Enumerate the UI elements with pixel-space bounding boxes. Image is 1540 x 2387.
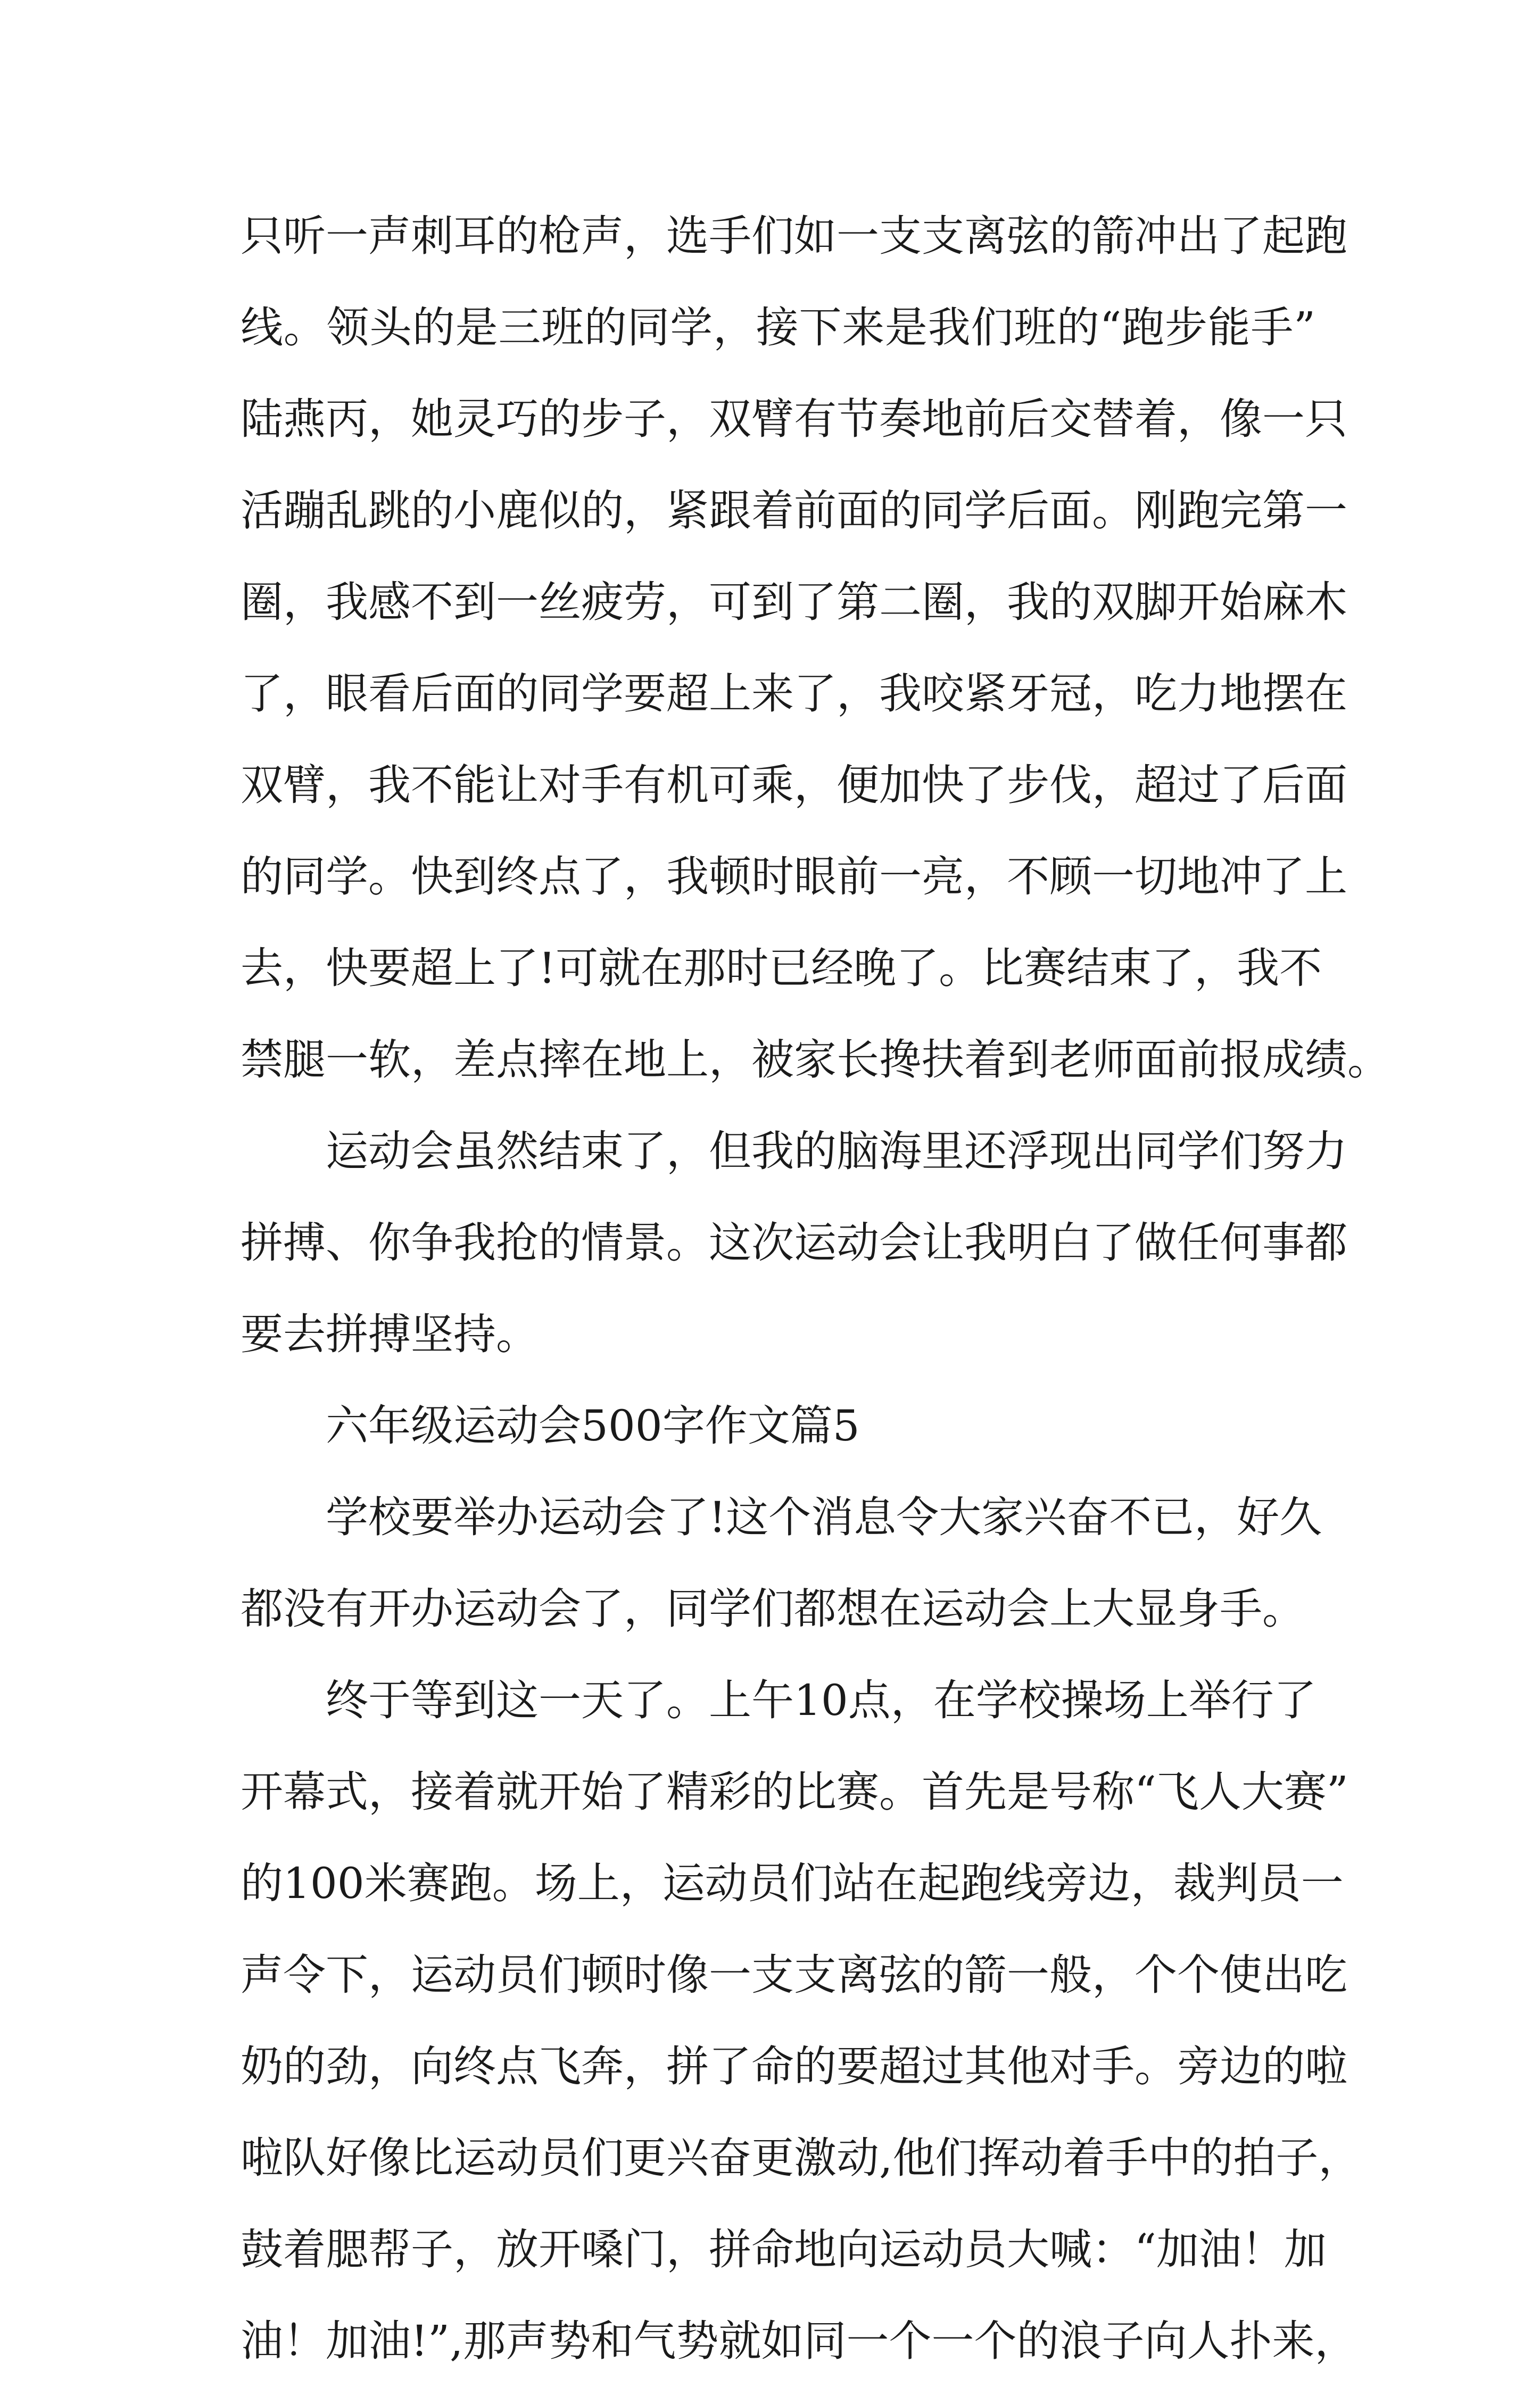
text-line: 活蹦乱跳的小鹿似的，紧跟着前面的同学后面。刚跑完第一	[241, 486, 1347, 535]
paragraph-start-line: 运动会虽然结束了，但我的脑海里还浮现出同学们努力	[326, 1126, 1347, 1176]
text-line: 奶的劲，向终点飞奔，拼了命的要超过其他对手。旁边的啦	[241, 2042, 1347, 2091]
text-line: 的100米赛跑。场上，运动员们站在起跑线旁边，裁判员一	[241, 1859, 1344, 1908]
paragraph-end-line: 要去拼搏坚持。	[241, 1309, 539, 1359]
text-line: 陆燕丙，她灵巧的步子，双臂有节奏地前后交替着，像一只	[241, 394, 1347, 444]
text-line: 啦队好像比运动员们更兴奋更激动,他们挥动着手中的拍子，	[241, 2133, 1361, 2183]
section-heading: 六年级运动会500字作文篇5	[326, 1401, 860, 1451]
text-line: 油！加油!”,那声势和气势就如同一个一个的浪子向人扑来，	[241, 2316, 1357, 2366]
paragraph-start-line: 学校要举办运动会了!这个消息令大家兴奋不已，好久	[326, 1493, 1322, 1542]
text-line: 只听一声刺耳的枪声，选手们如一支支离弦的箭冲出了起跑	[241, 211, 1347, 261]
text-line: 拼搏、你争我抢的情景。这次运动会让我明白了做任何事都	[241, 1218, 1347, 1267]
text-line: 了，眼看后面的同学要超上来了，我咬紧牙冠，吃力地摆在	[241, 669, 1347, 718]
paragraph-start-line: 终于等到这一天了。上午10点，在学校操场上举行了	[326, 1676, 1317, 1725]
text-line: 线。领头的是三班的同学，接下来是我们班的“跑步能手”	[241, 303, 1315, 352]
text-line: 声令下，运动员们顿时像一支支离弦的箭一般，个个使出吃	[241, 1950, 1347, 2000]
text-line: 双臂，我不能让对手有机可乘，便加快了步伐，超过了后面	[241, 760, 1347, 810]
text-line: 禁腿一软，差点摔在地上，被家长搀扶着到老师面前报成绩。	[241, 1035, 1390, 1084]
text-line: 的同学。快到终点了，我顿时眼前一亮，不顾一切地冲了上	[241, 852, 1347, 901]
text-line: 圈，我感不到一丝疲劳，可到了第二圈，我的双脚开始麻木	[241, 577, 1347, 627]
text-line: 去，快要超上了!可就在那时已经晚了。比赛结束了，我不	[241, 943, 1322, 993]
document-body	[241, 190, 1390, 2387]
paragraph-end-line: 都没有开办运动会了，同学们都想在运动会上大显身手。	[241, 1584, 1305, 1634]
text-line: 开幕式，接着就开始了精彩的比赛。首先是号称“飞人大赛”	[241, 1767, 1348, 1817]
text-line: 鼓着腮帮子，放开嗓门，拼命地向运动员大喊：“加油！加	[241, 2225, 1327, 2274]
